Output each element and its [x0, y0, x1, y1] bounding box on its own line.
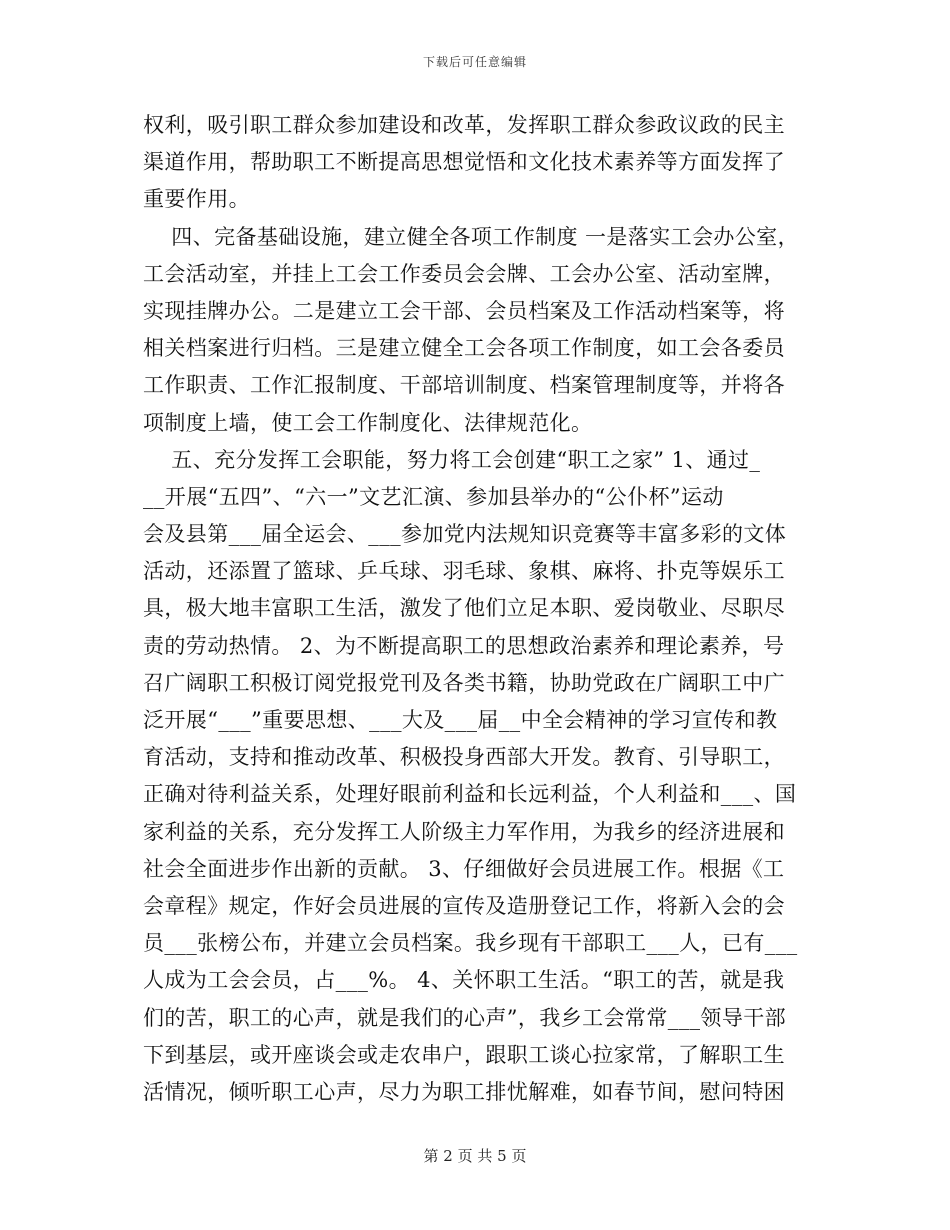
text-line: 重要作用。 — [143, 187, 250, 212]
text-line: 责的劳动热情。 2、为不断提高职工的思想政治素养和理论素养，号 — [143, 633, 785, 658]
text-line: 泛开展“___”重要思想、___大及___届__中全会精神的学习宣传和教 — [143, 708, 778, 732]
text-line: 员___张榜公布，并建立会员档案。我乡现有干部职工___人，已有___ — [143, 931, 798, 956]
text-line: 会章程》规定，作好会员进展的宣传及造册登记工作，将新入会的会 — [143, 893, 785, 918]
text-line: 正确对待利益关系，处理好眼前利益和长远利益，个人利益和___、国 — [143, 782, 797, 807]
text-line: 工作职责、工作汇报制度、干部培训制度、档案管理制度等，并将各 — [143, 373, 785, 398]
text-line: 具，极大地丰富职工生活，激发了他们立足本职、爱岗敬业、尽职尽 — [143, 596, 785, 621]
text-line: 育活动，支持和推动改革、积极投身西部大开发。教育、引导职工， — [143, 745, 785, 770]
text-line: 实现挂牌办公。二是建立工会干部、会员档案及工作活动档案等，将 — [143, 298, 785, 323]
text-line: 四、完备基础设施，建立健全各项工作制度 一是落实工会办公室， — [143, 224, 799, 249]
text-line: 相关档案进行归档。三是建立健全工会各项工作制度，如工会各委员 — [143, 336, 785, 361]
text-line: 渠道作用，帮助职工不断提高思想觉悟和文化技术素养等方面发挥了 — [143, 150, 785, 175]
text-line: 五、充分发挥工会职能，努力将工会创建“职工之家” 1、通过_ — [143, 447, 761, 472]
text-line: __开展“五四”、“六一”文艺汇演、参加县举办的“公仆杯”运动 — [143, 484, 724, 509]
text-line: 会及县第___届全运会、___参加党内法规知识竞赛等丰富多彩的文体 — [143, 522, 787, 547]
text-line: 们的苦，职工的心声，就是我们的心声”，我乡工会常常___领导干部 — [143, 1005, 787, 1030]
text-line: 社会全面进步作出新的贡献。 3、仔细做好会员进展工作。根据《工 — [143, 856, 785, 881]
text-line: 家利益的关系，充分发挥工人阶级主力军作用，为我乡的经济进展和 — [143, 819, 785, 844]
page-number-footer: 第 2 页 共 5 页 — [423, 1147, 527, 1165]
text-line: 下到基层，或开座谈会或走农串户，跟职工谈心拉家常，了解职工生 — [143, 1042, 785, 1067]
text-line: 人成为工会会员，占___%。 4、关怀职工生活。“职工的苦，就是我 — [143, 968, 785, 993]
text-line: 活情况，倾听职工心声，尽力为职工排忧解难，如春节间，慰问特困 — [143, 1079, 785, 1104]
text-line: 权利，吸引职工群众参加建设和改革，发挥职工群众参政议政的民主 — [143, 113, 785, 137]
text-line: 召广阔职工积极订阅党报党刊及各类书籍，协助党政在广阔职工中广 — [143, 670, 785, 695]
document-body — [143, 107, 803, 1111]
text-line: 活动，还添置了篮球、乒乓球、羽毛球、象棋、麻将、扑克等娱乐工 — [143, 559, 785, 584]
page-header-note: 下载后可任意编辑 — [422, 55, 527, 69]
text-line: 项制度上墙，使工会工作制度化、法律规范化。 — [143, 410, 593, 435]
text-line: 工会活动室，并挂上工会工作委员会会牌、工会办公室、活动室牌， — [143, 261, 785, 286]
